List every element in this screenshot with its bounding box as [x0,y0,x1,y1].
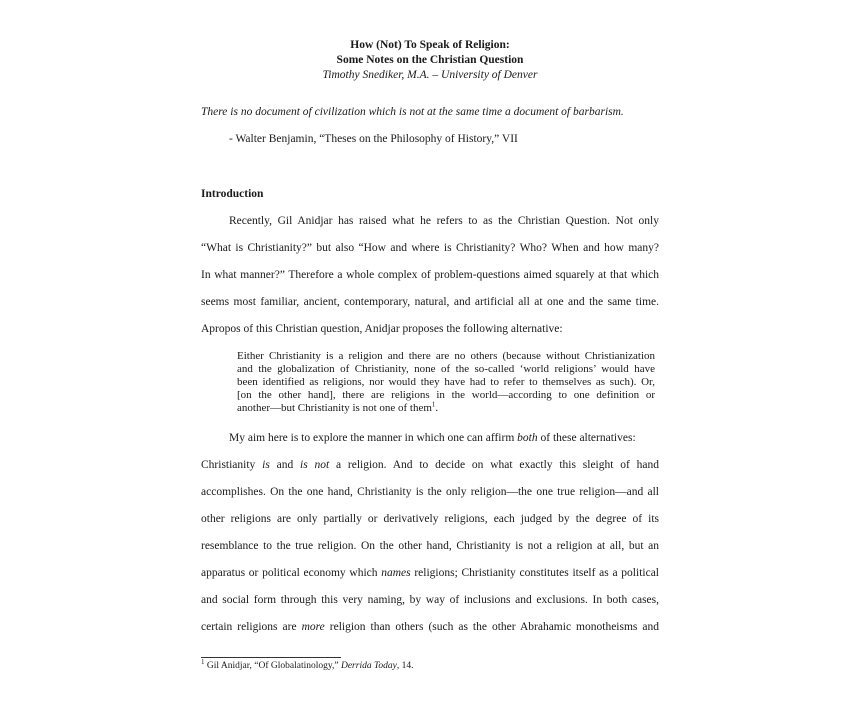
text-span: of these alternatives: [537,432,636,444]
text-span: Christianity [201,459,263,471]
footnote-marker: 1 [201,657,205,666]
body-line: resemblance to the true religion. On the other hand, Christianity is not a religion at all, but an [201,540,659,552]
quote-line: been identified as religions, nor would they have had to refer to themselves as such). Or, [237,376,655,388]
epigraph-quote: There is no document of civilization which is not at the same time a document of barbarism. [201,106,624,118]
title-block [0,38,860,83]
footnote-ref: 1 [431,400,436,409]
emphasis: more [301,621,325,633]
body-line: accomplishes. On the one hand, Christianity is the only religion—the one true religion—and all [201,486,659,498]
text-span: apparatus or political economy which [201,567,382,579]
footnote-divider [201,657,341,658]
text-span: religion than others (such as the other Abrahamic monotheisms and [324,621,659,633]
text-span: religions; Christianity constitutes itself as a political [410,567,659,579]
section-heading: Introduction [201,188,264,200]
quote-line: [on the other hand], there are religions in the world—according to one definition or [237,389,655,401]
footnote-source: Derrida Today [340,661,397,671]
paper-subtitle: Some Notes on the Christian Question [336,54,524,66]
emphasis: both [517,432,538,444]
quote-text: . [435,402,439,414]
emphasis: is not [300,459,330,471]
body-line: In what manner?” Therefore a whole complex of problem-questions aimed squarely at that which [201,269,659,281]
body-line: seems most familiar, ancient, contemporary, natural, and artificial all at one and the same time. [201,296,659,308]
text-span: a religion. And to decide on what exactly this sleight of hand [329,459,659,471]
body-line: and social form through this very naming, by way of inclusions and exclusions. In both cases, [201,594,659,606]
quote-text: another—but Christianity is not one of them [237,402,432,414]
body-line [201,459,659,471]
body-line: Apropos of this Christian question, Anidjar proposes the following alternative: [201,323,563,335]
quote-line [237,402,655,415]
emphasis: is [262,459,270,471]
footnote-text: , 14. [396,661,414,671]
text-span: My aim here is to explore the manner in which one can affirm [229,432,518,444]
body-line [201,567,659,579]
footnote [201,657,414,671]
paper-title: How (Not) To Speak of Religion: [350,39,510,51]
block-quote [237,350,655,415]
body-line: other religions are only partially or derivatively religions, each judged by the degree of its [201,513,659,525]
body-line [201,621,659,633]
text-span: certain religions are [201,621,302,633]
body-line: “What is Christianity?” but also “How and where is Christianity? Who? When and how many? [201,242,659,254]
text-span: and [269,459,301,471]
quote-line: Either Christianity is a religion and there are no others (because without Christianization [237,350,655,362]
author-affiliation: Timothy Snediker, M.A. – University of Denver [322,69,538,81]
epigraph-attribution: - Walter Benjamin, “Theses on the Philosophy of History,” VII [229,133,518,145]
body-line: Recently, Gil Anidjar has raised what he refers to as the Christian Question. Not only [229,215,659,227]
body-line [229,432,659,444]
footnote-text: Gil Anidjar, “Of Globalatinology,” [204,661,341,671]
quote-line: and the globalization of Christianity, none of the so-called ‘world religions’ would have [237,363,655,375]
emphasis: names [381,567,411,579]
